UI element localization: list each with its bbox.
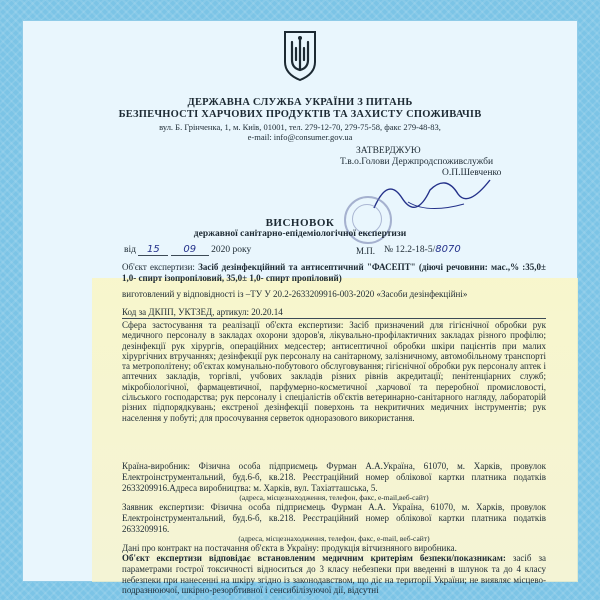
date-prefix: від xyxy=(124,245,136,255)
document-title: ВИСНОВОК xyxy=(265,217,335,229)
stamp-label: М.П. xyxy=(356,246,376,256)
number-prefix: № 12.2-18-5/ xyxy=(383,245,436,255)
object-label: Об'єкт експертизи: xyxy=(122,262,195,272)
applicant-paragraph: Заявник експертизи: Фізична особа підприємець Фурман А.А. Україна, 61070, м. Харків, провулок Електроінструментальний, буд.6-б, кв.218. Реєстраційний номер облікової картки платника податків 2633209916. xyxy=(122,502,546,534)
approval-position: Т.в.о.Голови Держпродспоживслужби xyxy=(340,157,494,167)
approval-name: О.П.Шевченко xyxy=(442,168,502,178)
scope-paragraph: Сфера застосування та реалізації об'єкта експертизи: Засіб призначений для гігієнічної обробки рук медичного персоналу в закладах охорони здоров'я, лікувально-профілактичних закладах різного профілю; дезінфекції рук хірургів, операційних медсестер; антисептичної обробки шкіри пацієнтів при малих хірургічних втручаннях; дезінфекції рук персоналу на санітарному, залізничному, автомобільному транспорті та метрополітену; об'єктах комунально-побутового обслуговування; гігієнічної обробки рук персоналу аптек і аптечних закладів, торгівлі, учбових закладів різних рівнів акредитації; пенітенціарних служб; мікробіологічної, фармацевтичної, парфумерно-косметичної ,харчової та переробної промисловості, сільського господарства; рук персоналу і спеціалістів об'єктів ветеринарно-санітарного нагляду, лабораторій різних підпорядкувань; екстреної дезінфекції поверхонь та некритичних медичних інструментів; рук населення у побуті; для просочування серветок одноразового використання. xyxy=(122,320,546,423)
header-line-1: ДЕРЖАВНА СЛУЖБА УКРАЇНИ З ПИТАНЬ xyxy=(187,97,413,108)
criteria-paragraph xyxy=(122,553,546,596)
caption-address-1: (адреса, місцезнаходження, телефон, факс, e-mail,веб-сайт) xyxy=(239,493,429,502)
object-text: Засіб дезінфекційний та антисептичний "ФАСЕПТ" (діючі речовини: мас.,% :35,0± 1,0- спирт ізопропіловий, 35,0± 1,0- спирт пропіловий) xyxy=(122,262,546,283)
document-subtitle: державної санітарно-епідеміологічної експертизи xyxy=(193,229,407,239)
date-number-line xyxy=(124,244,544,256)
date-month: 09 xyxy=(171,244,209,256)
date-day: 15 xyxy=(138,244,168,256)
header-email: e-mail: info@consumer.gov.ua xyxy=(247,132,353,142)
caption-address-2: (адреса, місцезнаходження, телефон, факс, e-mail, веб-сайт) xyxy=(238,534,430,543)
contract-paragraph: Дані про контракт на постачання об'єкта в Україну: продукція вітчизняного виробника. xyxy=(122,543,457,553)
divider xyxy=(122,318,546,319)
criteria-text: засіб за параметрами гострої токсичності відноситься до 3 класу небезпеки при введенні в шлунок та до 4 класу небезпеки при нанесенні на шкіру згідно із законодавством, що діє на території України; не виявляє місцево-подразнюючої, шкірно-резорбтивної і сенсибілізуючої дії, відсутні xyxy=(122,553,546,596)
approval-heading: ЗАТВЕРДЖУЮ xyxy=(356,146,421,156)
object-paragraph xyxy=(122,262,546,284)
criteria-lead: Об'єкт експертизи відповідає встановленим медичним критеріям безпеки/показникам: xyxy=(122,553,506,563)
header-address: вул. Б. Грінченка, 1, м. Київ, 01001, тел. 279-12-70, 279-75-58, факс 279-48-83, xyxy=(159,122,441,132)
header-line-2: БЕЗПЕЧНОСТІ ХАРЧОВИХ ПРОДУКТІВ ТА ЗАХИСТУ СПОЖИВАЧІВ xyxy=(118,109,482,120)
manufacture-paragraph: виготовлений у відповідності із –ТУ У 20.2-2633209916-003-2020 «Засоби дезінфекційні» xyxy=(122,289,468,299)
codes-paragraph: Код за ДКПП, УКТЗЕД, артикул: 20.20.14 xyxy=(122,307,283,317)
trident-coat-of-arms-icon xyxy=(281,30,319,82)
date-year: 2020 року xyxy=(211,245,252,255)
number-handwritten: 8070 xyxy=(435,244,461,255)
country-paragraph: Країна-виробник: Фізична особа підприємець Фурман А.А.Україна, 61070, м. Харків, провулок Електроінструментальний, буд.6-б, кв.218. Реєстраційний номер облікової картки платника податків 2633209916.Адреса виробництва: м. Харків, вул. Тахіатташська, 5. xyxy=(122,461,546,493)
